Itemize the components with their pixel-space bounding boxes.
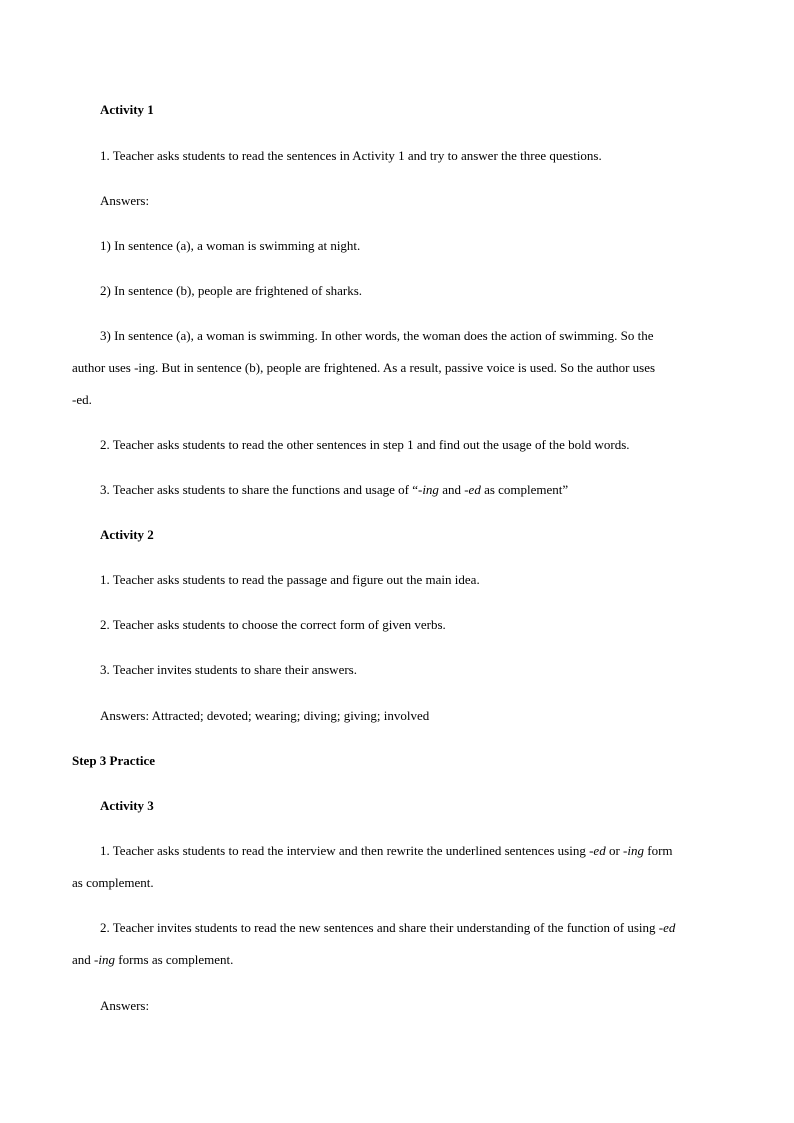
activity3-item2-ing: ing bbox=[98, 952, 115, 967]
activity1-item3-ed: ed bbox=[468, 482, 481, 497]
activity3-item1-line1 bbox=[100, 843, 673, 859]
activity1-answer3-line1: 3) In sentence (a), a woman is swimming. In other words, the woman does the action of swimming. So the bbox=[100, 328, 654, 343]
activity1-item2: 2. Teacher asks students to read the other sentences in step 1 and find out the usage of the bold words. bbox=[100, 437, 630, 452]
activity1-item3 bbox=[100, 482, 568, 498]
activity3-item1-line2: as complement. bbox=[72, 875, 154, 890]
activity1-item3-ing: ing bbox=[422, 482, 439, 497]
activity2-answers: Answers: Attracted; devoted; wearing; diving; giving; involved bbox=[100, 708, 430, 723]
activity3-item1-mid: or - bbox=[605, 843, 628, 858]
activity2-item3: 3. Teacher invites students to share their answers. bbox=[100, 662, 357, 677]
activity1-item3-prefix: 3. Teacher asks students to share the functions and usage of “- bbox=[100, 482, 423, 497]
activity2-item2: 2. Teacher asks students to choose the correct form of given verbs. bbox=[100, 617, 446, 632]
activity2-heading: Activity 2 bbox=[100, 527, 154, 542]
activity1-answer3-line2: author uses -ing. But in sentence (b), people are frightened. As a result, passive voice is used. So the author uses bbox=[72, 360, 656, 375]
activity2-item1: 1. Teacher asks students to read the passage and figure out the main idea. bbox=[100, 572, 480, 587]
activity1-answers-label: Answers: bbox=[100, 193, 150, 208]
activity1-item1: 1. Teacher asks students to read the sentences in Activity 1 and try to answer the three questions. bbox=[100, 148, 602, 163]
activity1-answer3-line3: -ed. bbox=[72, 392, 92, 407]
activity3-heading: Activity 3 bbox=[100, 798, 154, 813]
activity3-answers-label: Answers: bbox=[100, 998, 150, 1013]
activity3-item1-suffix: form bbox=[644, 843, 673, 858]
activity3-item2-line1 bbox=[100, 920, 675, 936]
step3-heading: Step 3 Practice bbox=[72, 753, 156, 768]
activity3-item2-prefix: 2. Teacher invites students to read the new sentences and share their understanding of the function of using - bbox=[100, 920, 664, 935]
activity1-answer2: 2) In sentence (b), people are frightened of sharks. bbox=[100, 283, 363, 298]
activity3-item2-line2-suffix: forms as complement. bbox=[114, 952, 234, 967]
activity3-item2-line2 bbox=[72, 952, 233, 968]
activity1-answer1: 1) In sentence (a), a woman is swimming at night. bbox=[100, 238, 361, 253]
activity1-item3-mid: and - bbox=[438, 482, 469, 497]
activity3-item1-ed: ed bbox=[593, 843, 606, 858]
activity1-item3-suffix: as complement” bbox=[480, 482, 569, 497]
activity3-item2-ed: ed bbox=[663, 920, 676, 935]
activity3-item1-prefix: 1. Teacher asks students to read the interview and then rewrite the underlined sentences using - bbox=[100, 843, 594, 858]
activity3-item2-line2-prefix: and - bbox=[72, 952, 99, 967]
activity1-heading: Activity 1 bbox=[100, 102, 154, 117]
activity3-item1-ing: ing bbox=[627, 843, 644, 858]
